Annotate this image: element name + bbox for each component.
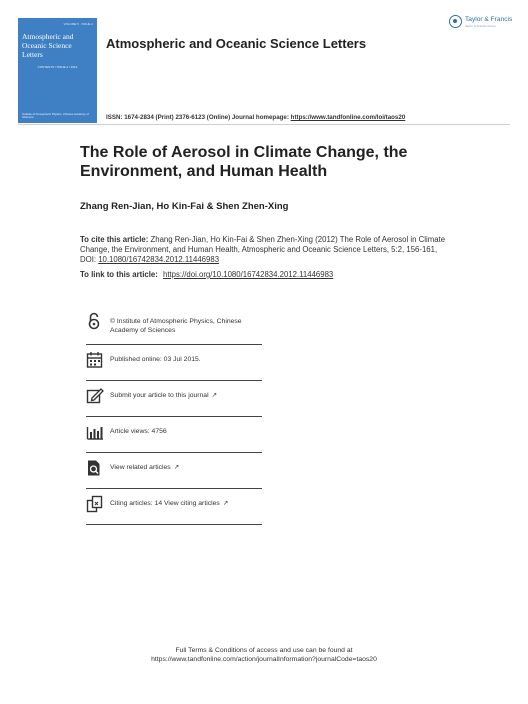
citing-label: Citing articles: 14 View citing articles	[110, 500, 220, 507]
footer-terms-link[interactable]: https://www.tandfonline.com/action/journalInformation?journalCode=taos20	[151, 656, 377, 663]
cover-contents: CONTENTS / ISSUE 2 / 2012	[37, 65, 78, 69]
cover-volume-line: VOLUME 5 · ISSUE 2	[63, 22, 93, 26]
journal-homepage-link[interactable]: https://www.tandfonline.com/loi/taos20	[290, 114, 406, 121]
citing-text[interactable]	[110, 500, 228, 509]
related-row[interactable]	[86, 453, 262, 489]
related-label: View related articles	[110, 464, 171, 471]
article-link-line	[80, 270, 333, 279]
views-text: Article views: 4756	[110, 428, 167, 435]
article-doi-link[interactable]: https://doi.org/10.1080/16742834.2012.11446983	[163, 270, 334, 279]
citation-block	[80, 235, 455, 265]
link-label: To link to this article:	[80, 270, 158, 279]
publisher-logo[interactable]	[449, 15, 515, 33]
article-authors: Zhang Ren-Jian, Ho Kin-Fai & Shen Zhen-Xing	[80, 201, 289, 212]
issn-text: ISSN: 1674-2834 (Print) 2376-6123 (Online) Journal homepage:	[106, 114, 289, 121]
published-row	[86, 345, 262, 381]
related-text[interactable]	[110, 464, 179, 473]
copyright-row	[86, 309, 262, 345]
journal-cover-image	[18, 18, 97, 123]
cover-title: Atmospheric and Oceanic Science Letters	[22, 32, 74, 59]
citing-articles-icon	[86, 495, 104, 513]
calendar-icon	[86, 351, 104, 369]
journal-title: Atmospheric and Oceanic Science Letters	[106, 36, 367, 51]
header-divider	[18, 124, 510, 125]
external-link-icon: ↗	[211, 392, 218, 399]
edit-icon	[86, 387, 104, 405]
cite-label: To cite this article:	[80, 235, 149, 244]
cite-text: Zhang Ren-Jian, Ho Kin-Fai & Shen Zhen-Xing (2012) The Role of Aerosol in Climate Change, the Environment, and Human Health, Atmospheric and Oceanic Science Letters, 5:2, 156-161, DOI:	[80, 235, 446, 264]
submit-label: Submit your article to this journal	[110, 392, 209, 399]
external-link-icon: ↗	[222, 500, 229, 507]
article-title: The Role of Aerosol in Climate Change, the Environment, and Human Health	[80, 144, 408, 180]
citing-row[interactable]	[86, 489, 262, 525]
copyright-text: © Institute of Atmospheric Physics, Chinese Academy of Sciences	[110, 318, 242, 334]
footer-terms-text: Full Terms & Conditions of access and use can be found at	[175, 647, 353, 654]
bar-chart-icon	[86, 423, 104, 441]
issn-line	[106, 114, 405, 121]
open-access-icon	[86, 312, 104, 330]
related-search-icon	[86, 459, 104, 477]
cover-footer: Institute of Atmospheric Physics, Chinese Academy of Sciences	[22, 111, 89, 120]
views-row	[86, 417, 262, 453]
submit-row[interactable]	[86, 381, 262, 417]
cite-doi-link[interactable]: 10.1080/16742834.2012.11446983	[98, 255, 220, 264]
publisher-subname: Taylor & Francis Group	[465, 24, 496, 28]
footer	[0, 646, 528, 664]
publisher-name: Taylor & Francis	[465, 16, 513, 23]
external-link-icon: ↗	[173, 464, 180, 471]
publisher-logo-icon	[449, 15, 462, 28]
published-text: Published online: 03 Jul 2015.	[110, 356, 201, 363]
submit-text[interactable]	[110, 392, 217, 401]
